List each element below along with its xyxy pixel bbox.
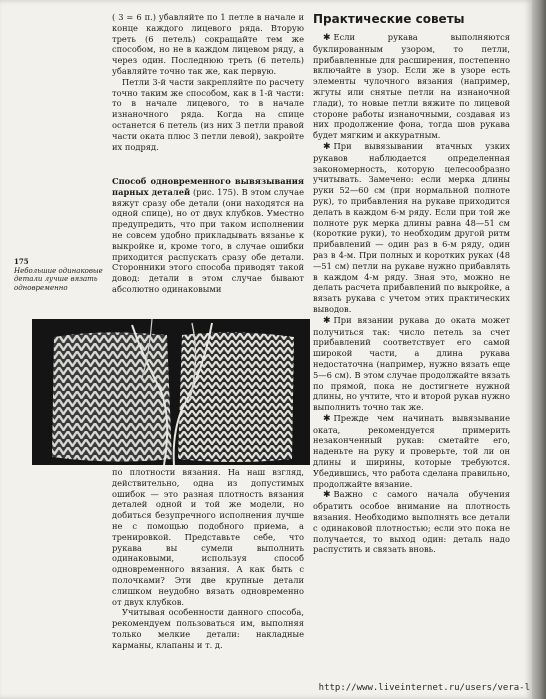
paragraph [112, 176, 304, 295]
left-column-top [112, 12, 304, 152]
page-edge [532, 0, 546, 699]
paragraph: Учитывая особенности данного способа, рекомендуем пользоваться им, выполняя только мелкие детали: накладные карманы, клапаны и т. д. [112, 607, 304, 650]
left-column-middle [112, 176, 304, 295]
left-column-bottom [112, 467, 304, 651]
asterisk-icon: ✱ [323, 33, 331, 43]
tip-paragraph [313, 32, 510, 141]
figure-reference: (рис. 175). [190, 186, 239, 197]
knitting-photo [32, 319, 310, 465]
paragraph: Петли 3-й части закрепляйте по расчету точно таким же способом, как в 1-й части: то в начале лицевого, то в начале изнаночного ряда. Когда на спице останется 6 петель (из них 3 петли правой части оката плюс 3 петли левой), закройте их подряд. [112, 76, 304, 152]
figure-caption [14, 258, 104, 292]
figure-number: 175 [14, 257, 29, 266]
paragraph-body: В этом случае вяжут сразу обе детали (они находятся на одной спице), но от двух клубков. Уместно предупредить, что при таком исполнении не совсем удобно прикладывать вязанье к выкройке и, кроме того, в случае ошибки приходится распускать сразу обе детали. Сторонники этого способа приводят такой довод: детали в этом случае бывают абсолютно одинаковыми [112, 186, 304, 294]
caption-text: Небольшие одинаковые детали лучше вязать одновременно [14, 266, 103, 292]
asterisk-icon: ✱ [323, 315, 331, 326]
tip-text: Прежде чем начинать вывязывание оката, рекомендуется примерить незаконченный рукав: сметайте его, наденьте на руку и проверьте, той ли он длины и ширины, которые требуются. Убедившись, что работа сделана правильно, продолжайте вязание. [313, 412, 510, 489]
tip-text: Важно с самого начала обучения обратить особое внимание на плотность вязания. Необходимо выполнять все детали с одинаковой плотностью; если это пока не получается, то выход один: деталь надо распустить и связать вновь. [313, 489, 510, 555]
paragraph: ( 3 = 6 п.) убавляйте по 1 петле в начале и конце каждого лицевого ряда. Вторую треть (6 петель) сокращайте тем же способом, но не в каждом лицевом ряду, а через один. Последнюю треть (6 петель) убавляйте точно так же, как первую. [112, 12, 304, 76]
tip-text: При вязании рукава до оката может получиться так: число петель за счет прибавлений соответствует его самой широкой части, а длина рукава недостаточна (например, нужно вязать еще 5—6 см). В этом случае продолжайте вязать по прямой, пока не достигнете нужной длины, но учтите, что и второй рукав нужно выполнить точно так же. [313, 314, 510, 413]
tip-text: При вывязывании втачных узких рукавов наблюдается определенная закономерность, которую целесообразно учитывать. Замечено: если мерка длины руки 52—60 см (при нормальной полноте рук), то прибавления на рукаве приходится делать в каждом 6-м ряду. Если при той же полноте рук мерка длины равна 48—51 см (короткие руки), то необходим другой ритм прибавлений — один раз в 6-м ряду, один раз в 4-м. При полных и коротких руках (48—51 см) петли на рукаве нужно прибавлять в каждом 4-м ряду. Зная это, можно не делать расчета прибавлений по выкройке, а вязать рукава с учетом этих практических выводов. [313, 140, 510, 314]
tip-text: Если рукава выполняются буклированным узором, то петли, прибавленные для расширения, постепенно включайте в узор. Если же в узоре есть элементы чулочного вязания (например, жгуты или снятые петли на изнаночной глади), то новые петли вяжите по лицевой стороне работы изнаночными, создавая из них продолжение фона, тогда шов рукава будет мягким и аккуратным. [313, 32, 510, 141]
tip-paragraph [313, 489, 510, 555]
tip-paragraph [313, 141, 510, 315]
asterisk-icon: ✱ [323, 413, 331, 424]
asterisk-icon: ✱ [323, 141, 331, 152]
section-title: Практические советы [313, 12, 465, 26]
tip-paragraph [313, 413, 510, 490]
watermark-url: http://www.liveinternet.ru/users/vera-l [318, 683, 530, 693]
subheading: Способ одновременного вывязывания парных деталей [112, 176, 304, 197]
asterisk-icon: ✱ [323, 490, 331, 501]
paragraph: по плотности вязания. На наш взгляд, действительно, одна из допустимых ошибок — это разная плотность вязания деталей одной и той же модели, но добиться безупречного исполнения лучше не с помощью подобного приема, а тренировкой. Представьте себе, что рукава вы сумели выполнить одинаковыми, используя способ одновременного вязания. А как быть с полочками? Эти две крупные детали слишком неудобно вязать одновременно от двух клубков. [112, 467, 304, 607]
right-column [313, 12, 510, 555]
tip-paragraph [313, 315, 510, 413]
